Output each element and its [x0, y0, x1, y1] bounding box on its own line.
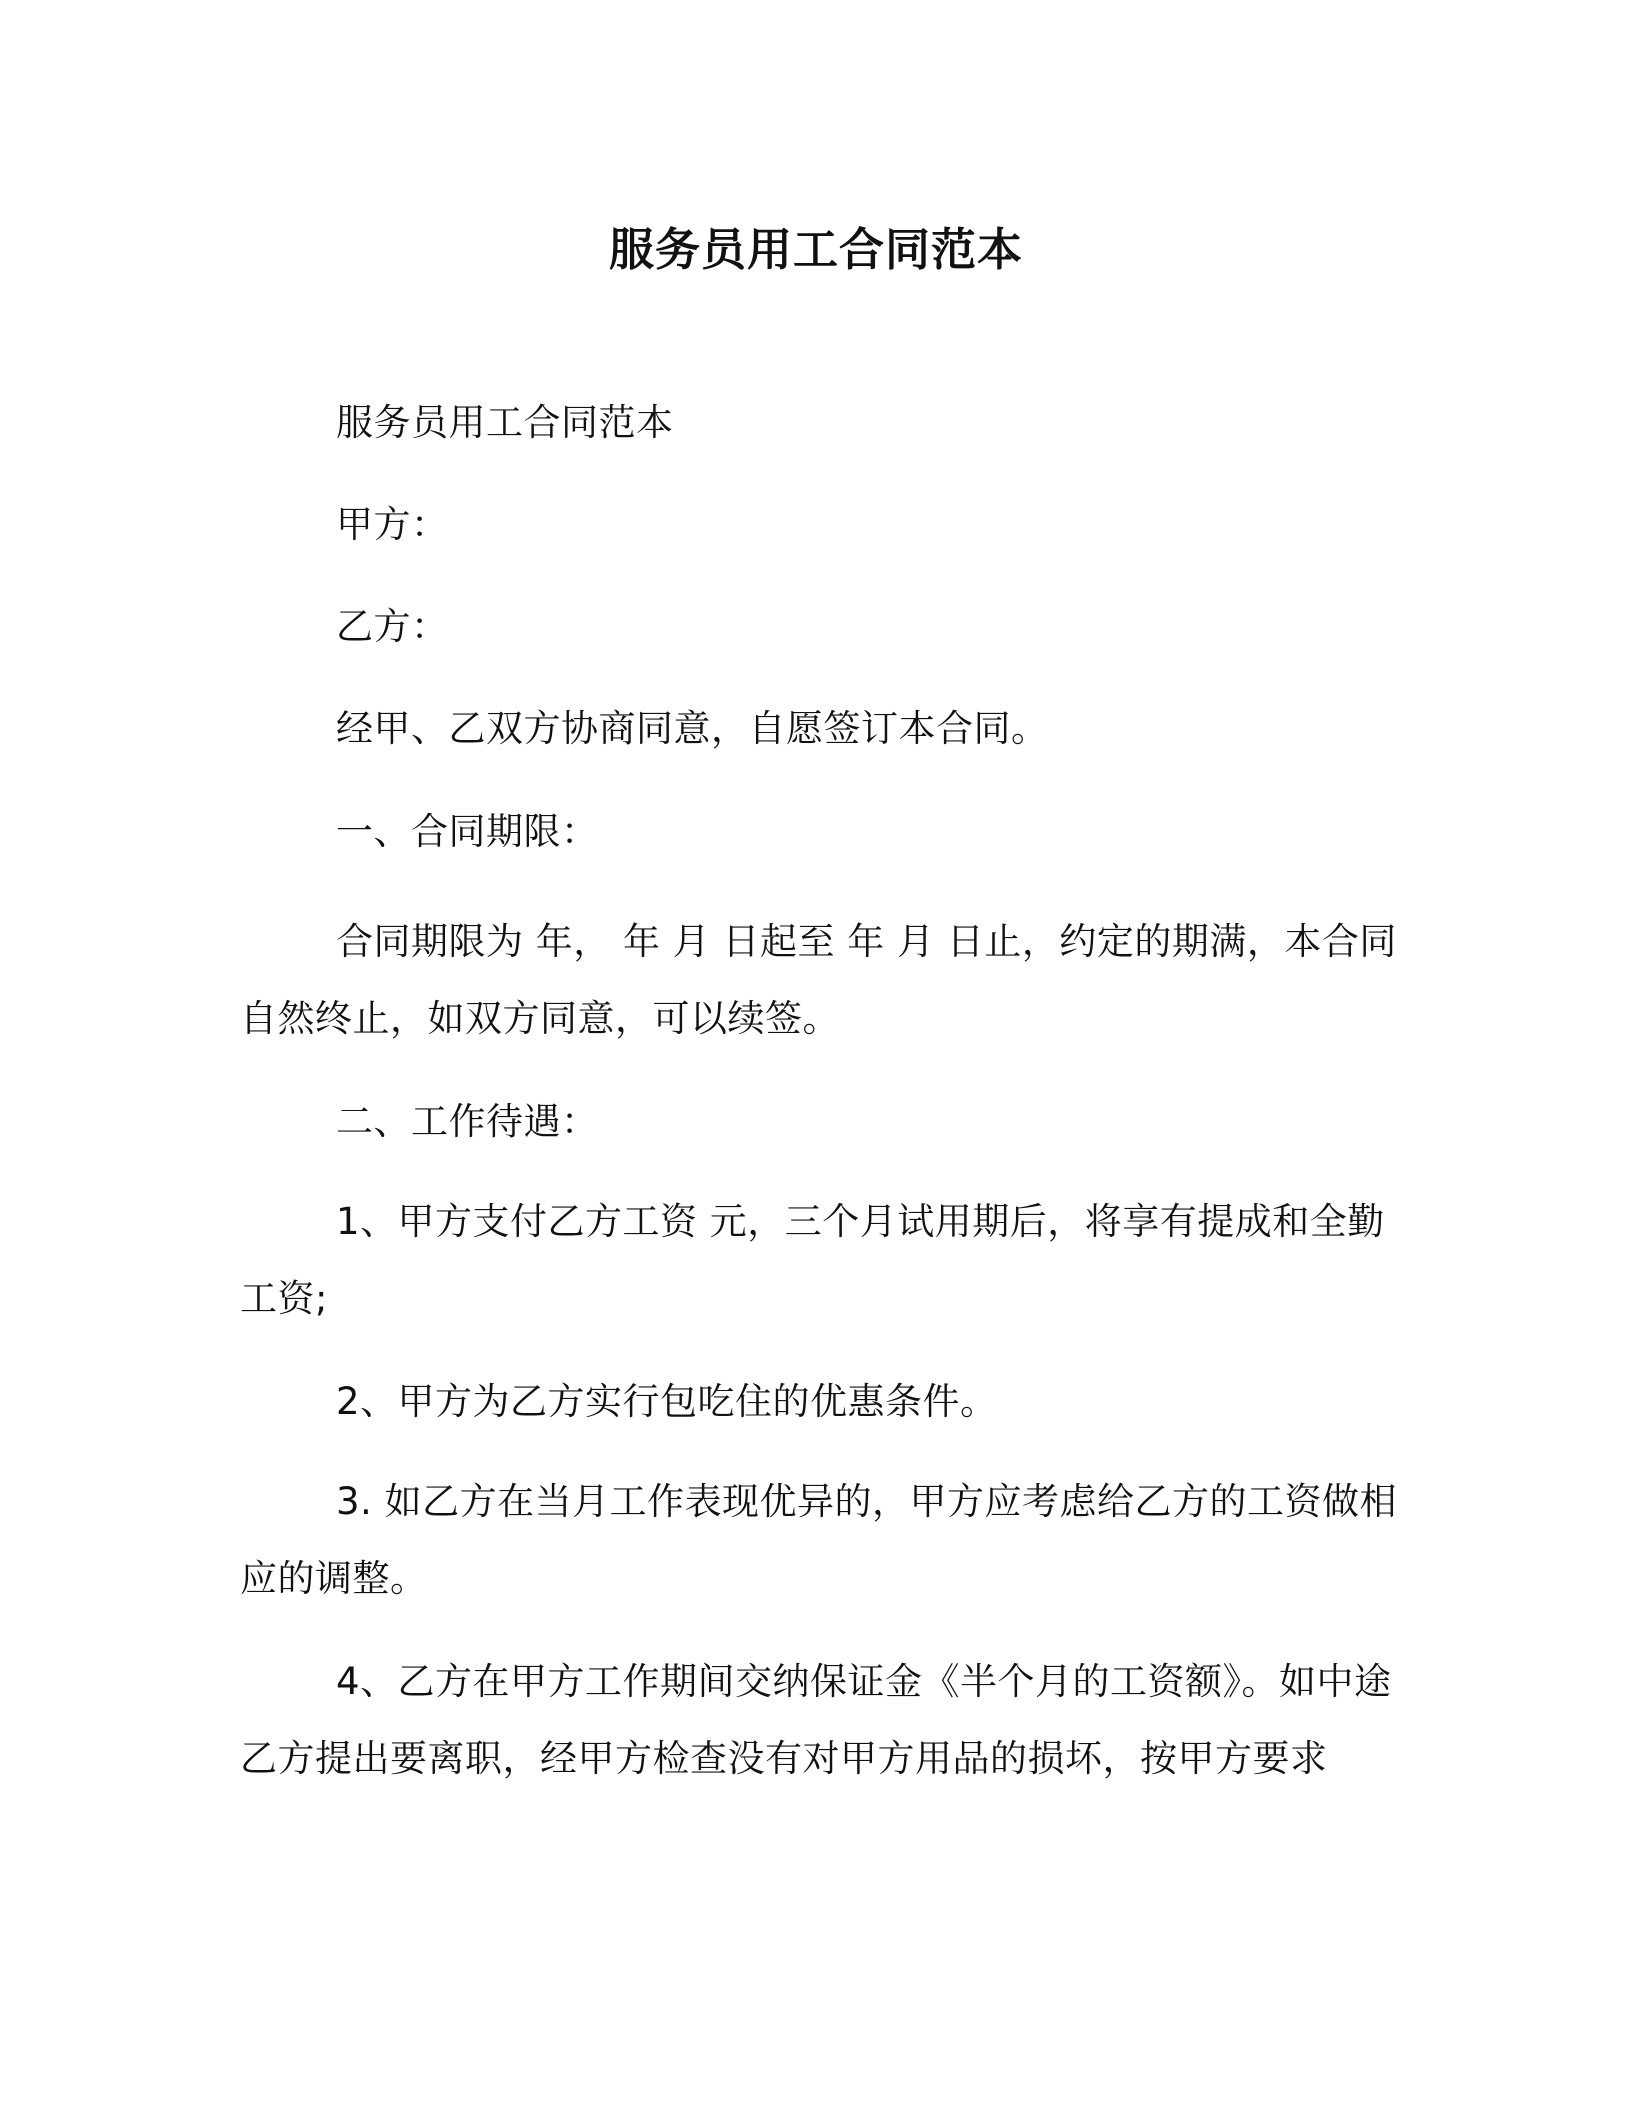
paragraph-section-term: 一、合同期限：	[336, 810, 599, 853]
paragraph-pay-item-4: 4、乙方在甲方工作期间交纳保证金《半个月的工资额》。如中途乙方提出要离职，经甲方检查没有对甲方用品的损坏，按甲方要求	[240, 1660, 1392, 1780]
paragraph-pay-item-3: 3. 如乙方在当月工作表现优异的，甲方应考虑给乙方的工资做相应的调整。	[240, 1480, 1398, 1600]
paragraph-party-a: 甲方：	[336, 503, 449, 546]
paragraph-pay-item-2: 2、甲方为乙方实行包吃住的优惠条件。	[336, 1380, 998, 1423]
paragraph-agreement: 经甲、乙双方协商同意，自愿签订本合同。	[336, 707, 1049, 750]
paragraph-term-detail: 合同期限为 年， 年 月 日起至 年 月 日止，约定的期满，本合同自然终止，如双方同意，可以续签。	[240, 920, 1397, 1040]
paragraph-party-b: 乙方：	[336, 605, 449, 648]
document-title: 服务员用工合同范本	[608, 223, 1023, 276]
paragraph-pay-item-1: 1、甲方支付乙方工资 元，三个月试用期后，将享有提成和全勤工资;	[240, 1200, 1385, 1320]
paragraph-heading: 服务员用工合同范本	[336, 401, 674, 444]
paragraph-section-pay: 二、工作待遇：	[336, 1100, 599, 1143]
